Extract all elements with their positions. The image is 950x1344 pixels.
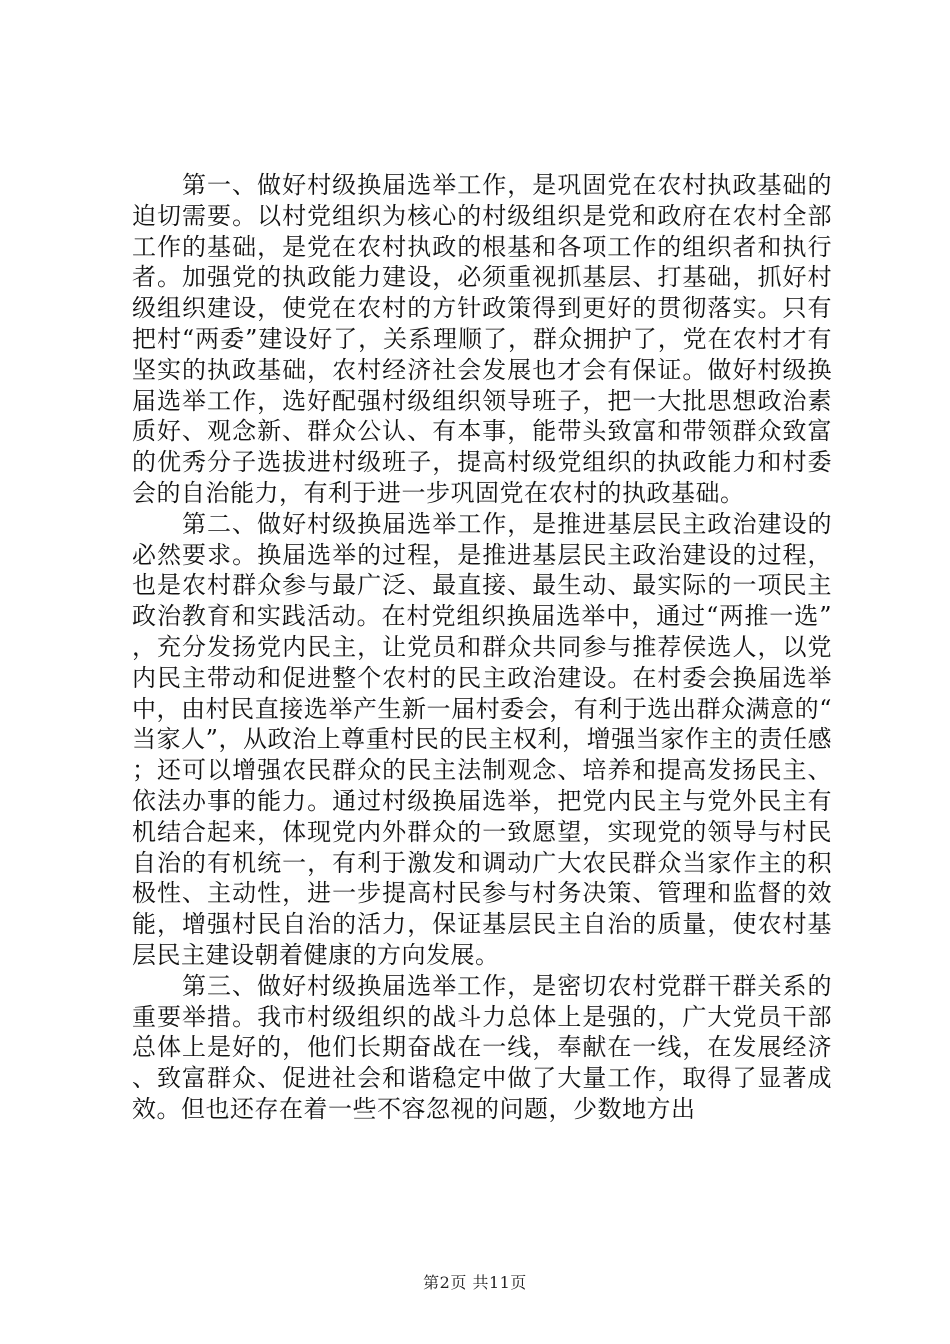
paragraph-3: 第三、做好村级换届选举工作，是密切农村党群干群关系的重要举措。我市村级组织的战斗力总体上是强的，广大党员干部总体上是好的，他们长期奋战在一线，奉献在一线，在发展经济、致富群众、促进社会和谐稳定中做了大量工作，取得了显著成效。但也还存在着一些不容忽视的问题，少数地方出 bbox=[132, 971, 832, 1123]
paragraph-2: 第二、做好村级换届选举工作，是推进基层民主政治建设的必然要求。换届选举的过程，是推进基层民主政治建设的过程，也是农村群众参与最广泛、最直接、最生动、最实际的一项民主政治教育和实践活动。在村党组织换届选举中，通过“两推一选”，充分发扬党内民主，让党员和群众共同参与推荐侯选人，以党内民主带动和促进整个农村的民主政治建设。在村委会换届选举中，由村民直接选举产生新一届村委会，有利于选出群众满意的“当家人”，从政治上尊重村民的民主权利，增强当家作主的责任感；还可以增强农民群众的民主法制观念、培养和提高发扬民主、依法办事的能力。通过村级换届选举，把党内民主与党外民主有机结合起来，体现党内外群众的一致愿望，实现党的领导与村民自治的有机统一，有利于激发和调动广大农民群众当家作主的积极性、主动性，进一步提高村民参与村务决策、管理和监督的效能，增强村民自治的活力，保证基层民主自治的质量，使农村基层民主建设朝着健康的方向发展。 bbox=[132, 509, 832, 969]
document-body bbox=[132, 170, 832, 1125]
paragraph-1: 第一、做好村级换届选举工作，是巩固党在农村执政基础的迫切需要。以村党组织为核心的村级组织是党和政府在农村全部工作的基础，是党在农村执政的根基和各项工作的组织者和执行者。加强党的执政能力建设，必须重视抓基层、打基础，抓好村级组织建设，使党在农村的方针政策得到更好的贯彻落实。只有把村“两委”建设好了，关系理顺了，群众拥护了，党在农村才有坚实的执政基础，农村经济社会发展也才会有保证。做好村级换届选举工作，选好配强村级组织领导班子，把一大批思想政治素质好、观念新、群众公认、有本事，能带头致富和带领群众致富的优秀分子选拔进村级班子，提高村级党组织的执政能力和村委会的自治能力，有利于进一步巩固党在农村的执政基础。 bbox=[132, 171, 832, 507]
page-number: 第2页 共11页 bbox=[423, 1273, 527, 1292]
